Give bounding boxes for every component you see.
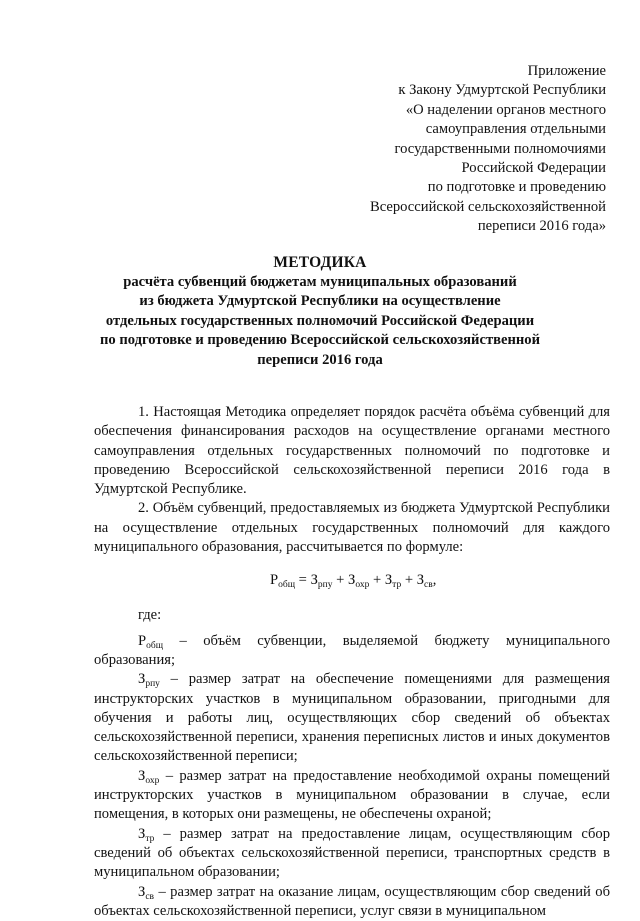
formula-term: З xyxy=(310,572,318,589)
definition-symbol-sub: охр xyxy=(145,775,160,786)
appendix-line: Приложение xyxy=(527,63,606,79)
definition-text: – размер затрат на оказание лицам, осуществляющим сбор сведений об объектах сельскохозяйственной переписи, услуг связи в муниципальном xyxy=(94,883,610,919)
formula-term-sub: тр xyxy=(392,580,402,591)
definition-z-sv xyxy=(94,883,610,921)
definition-symbol: P xyxy=(138,632,147,649)
formula-plus: + xyxy=(401,572,417,589)
definition-symbol: З xyxy=(138,767,146,784)
appendix-line: «О наделении органов местного xyxy=(405,101,606,118)
title-line: по подготовке и проведению Всероссийской сельскохозяйственной xyxy=(99,332,540,349)
title-heading: МЕТОДИКА xyxy=(273,254,367,271)
definition-text: – размер затрат на предоставление лицам, осуществляющим сбор сведений об объектах сельскохозяйственной переписи, транспортных средств в муниципальном образовании; xyxy=(94,825,610,881)
definition-symbol: З xyxy=(138,825,146,842)
definition-symbol-sub: общ xyxy=(146,640,164,651)
formula xyxy=(94,569,610,591)
appendix-line: по подготовке и проведению xyxy=(427,179,606,196)
definition-z-tr xyxy=(94,825,610,883)
formula-equals: = xyxy=(295,572,311,589)
formula-plus: + xyxy=(369,572,385,589)
formula-term-sub: охр xyxy=(355,580,370,591)
definition-z-rpu xyxy=(94,670,610,766)
title-line: переписи 2016 года xyxy=(257,351,383,368)
definition-symbol-sub: рпу xyxy=(145,679,160,690)
definition-text: – размер затрат на обеспечение помещениями для размещения инструкторских участков в муниципальном образовании, пригодными для обучения и работы лиц, осуществляющих сбор сведений об объектах сельскохозяйственной переписи, хранения переписных листов и иных документов сельскохозяйственной переписи; xyxy=(94,671,610,765)
definition-z-ohr xyxy=(94,767,610,825)
appendix-line: к Закону Удмуртской Республики xyxy=(398,82,606,99)
title-line: из бюджета Удмуртской Республики на осуществление xyxy=(139,293,501,310)
formula-term: З xyxy=(384,572,393,589)
formula-term-sub: св xyxy=(424,580,433,591)
where-label: где: xyxy=(138,607,162,624)
definition-p-obsh xyxy=(94,632,610,671)
formula-end: , xyxy=(432,572,437,589)
formula-term-sub: рпу xyxy=(317,580,333,591)
appendix-line: государственными полномочиями xyxy=(394,140,606,157)
paragraph-1: 1. Настоящая Методика определяет порядок расчёта объёма субвенций для обеспечения финансирования расходов на осуществление органами местного самоуправления отдельных государственных полномочий по подготовке и проведению Всероссийской сельскохозяйственной переписи 2016 года в Удмуртской Республике. xyxy=(94,404,610,498)
title-line: расчёта субвенций бюджетам муниципальных образований xyxy=(123,273,517,290)
definition-symbol-sub: св xyxy=(145,891,155,902)
formula-lhs-sub: общ xyxy=(278,580,296,591)
appendix-line: Всероссийской сельскохозяйственной xyxy=(369,198,606,215)
definition-symbol-sub: тр xyxy=(145,833,155,844)
appendix-line: переписи 2016 года» xyxy=(477,218,606,235)
appendix-line: самоуправления отдельными xyxy=(425,121,606,138)
formula-plus: + xyxy=(332,572,348,589)
document-title xyxy=(40,253,600,371)
title-line: отдельных государственных полномочий Российской Федерации xyxy=(105,312,535,329)
appendix-line: Российской Федерации xyxy=(461,160,606,177)
formula-term: З xyxy=(348,572,356,589)
formula-lhs: P xyxy=(270,572,279,589)
definition-symbol: З xyxy=(138,671,146,688)
appendix-header xyxy=(276,62,606,237)
paragraph-2: 2. Объём субвенций, предоставляемых из бюджета Удмуртской Республики на осуществление отдельных государственных полномочий для каждого муниципального образования, рассчитывается по формуле: xyxy=(94,500,610,556)
formula-term: З xyxy=(416,572,425,589)
document-body xyxy=(94,403,610,921)
definition-text: – объём субвенции, выделяемой бюджету муниципального образования; xyxy=(94,632,610,668)
definition-text: – размер затрат на предоставление необходимой охраны помещений инструкторских участков в муниципальном образовании в случае, если помещения, в которых они размещены, не обеспечены охраной; xyxy=(94,767,610,823)
definition-symbol: З xyxy=(138,883,146,900)
